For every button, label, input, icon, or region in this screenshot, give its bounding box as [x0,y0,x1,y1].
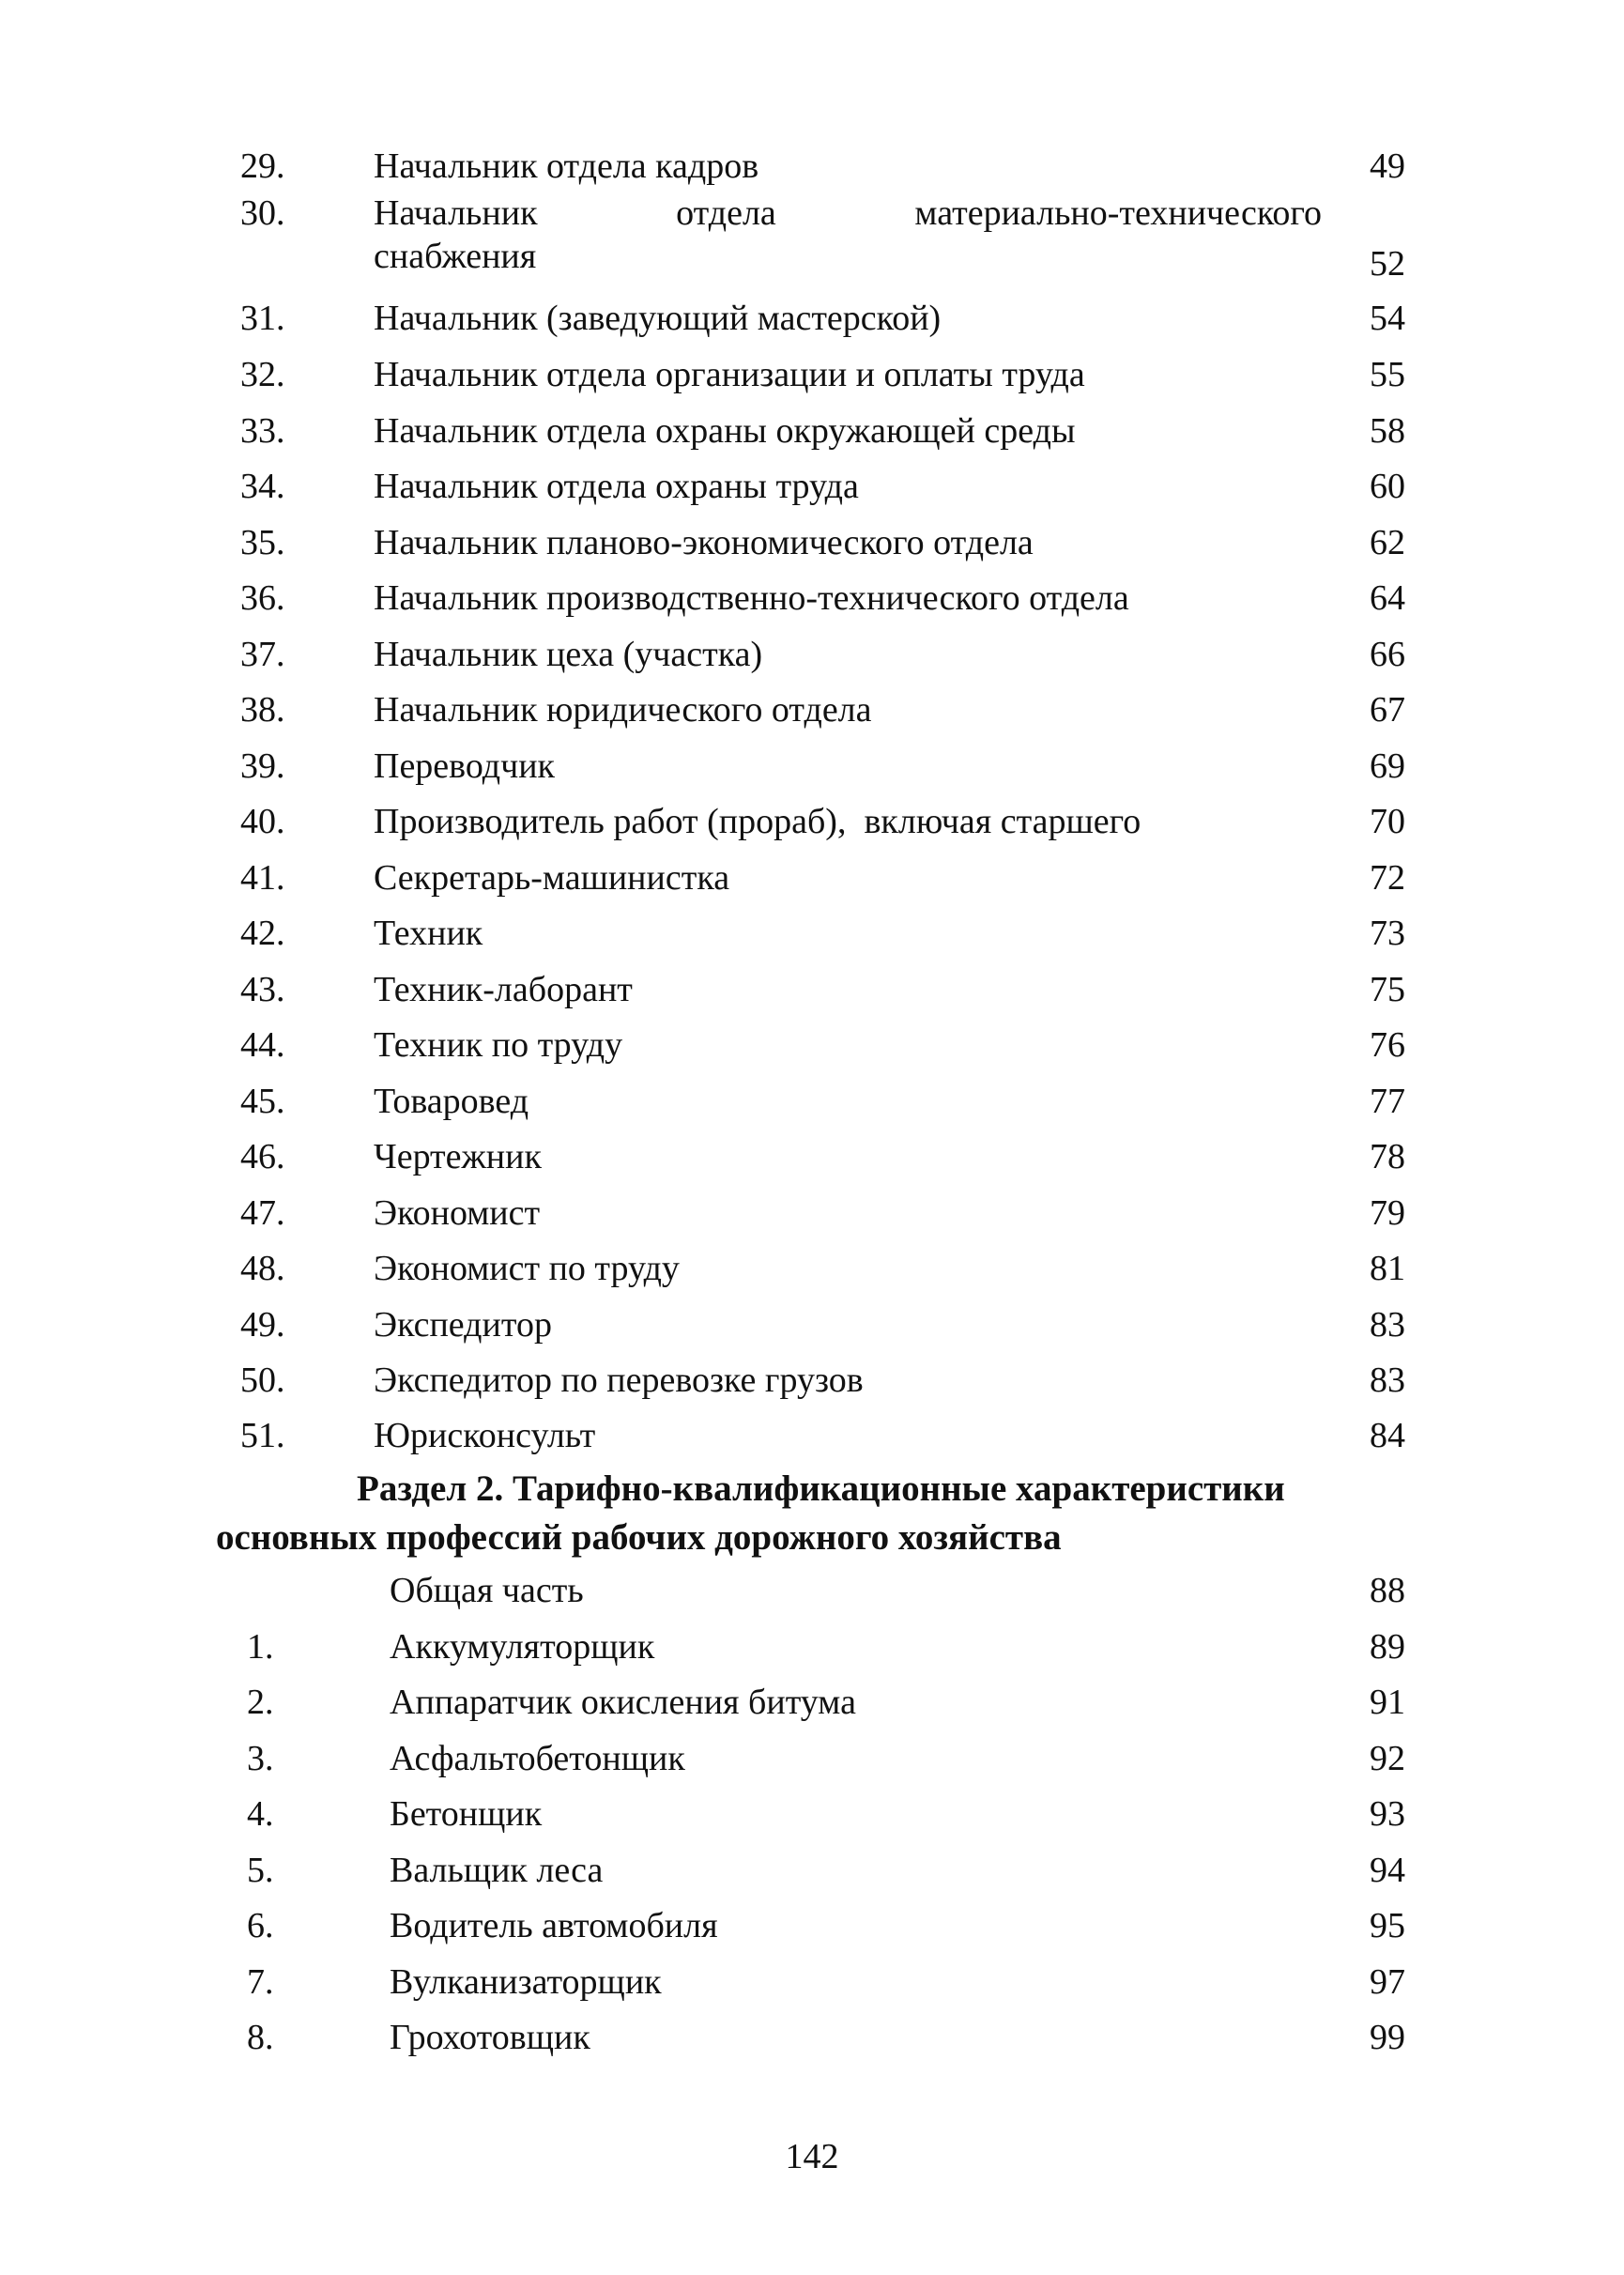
toc-entry-page: 97 [1370,1962,1405,2002]
toc-entry-title: Секретарь-машинистка [374,858,730,898]
toc-entry-s2-4 [0,1787,1624,1841]
toc-entry-35 [0,515,1624,570]
toc-entry-title: Начальник отдела охраны окружающей среды [374,411,1076,451]
toc-entry-title-word: Начальник [374,193,538,233]
toc-entry-s2-5 [0,1843,1624,1898]
toc-entry-title-continuation: снабжения [374,237,537,276]
toc-entry-title: Водитель автомобиля [390,1906,718,1945]
toc-entry-number: 45. [240,1082,285,1121]
toc-entry-42 [0,906,1624,961]
toc-entry-number: 37. [240,635,285,674]
toc-entry-page: 49 [1370,146,1405,186]
toc-entry-page: 88 [1370,1571,1405,1610]
toc-entry-number: 47. [240,1193,285,1233]
toc-entry-39 [0,739,1624,793]
toc-entry-number: 39. [240,746,285,786]
toc-entry-page: 70 [1370,802,1405,841]
toc-entry-title: Вулканизаторщик [390,1962,662,2002]
toc-entry-title: Асфальтобетонщик [390,1739,685,1778]
toc-entry-46 [0,1130,1624,1184]
toc-entry-page: 99 [1370,2018,1405,2057]
toc-entry-number: 44. [240,1025,285,1065]
toc-entry-43 [0,962,1624,1017]
toc-entry-page: 67 [1370,690,1405,730]
toc-entry-number: 7. [247,1962,274,2002]
toc-entry-number: 33. [240,411,285,451]
toc-entry-page: 94 [1370,1851,1405,1890]
toc-entry-title: Техник-лаборант [374,970,633,1009]
toc-entry-number: 51. [240,1416,285,1455]
toc-entry-title: Экономист [374,1193,541,1233]
toc-entry-s2-3 [0,1731,1624,1786]
toc-entry-number: 48. [240,1249,285,1288]
toc-entry-page: 77 [1370,1082,1405,1121]
toc-entry-title-word: материально-технического [914,193,1322,233]
toc-entry-title: Начальник производственно-технического отдела [374,578,1129,618]
toc-entry-title: Техник по труду [374,1025,623,1065]
toc-entry-title: Начальник планово-экономического отдела [374,523,1034,562]
toc-entry-number: 38. [240,690,285,730]
toc-entry-40 [0,794,1624,849]
toc-entry-title: Начальник цеха (участка) [374,635,763,674]
toc-entry-number: 50. [240,1360,285,1400]
toc-entry-s2-1 [0,1620,1624,1674]
toc-entry-title: Аппаратчик окисления битума [390,1683,856,1722]
section-heading-line-1: Раздел 2. Тарифно-квалификационные характеристики [357,1468,1285,1509]
toc-entry-page: 55 [1370,355,1405,394]
toc-entry-page: 83 [1370,1360,1405,1400]
toc-entry-page: 89 [1370,1627,1405,1667]
toc-entry-number: 30. [240,193,285,233]
toc-entry-page: 52 [1370,244,1405,284]
toc-entry-number: 41. [240,858,285,898]
toc-entry-number: 40. [240,802,285,841]
toc-entry-page: 83 [1370,1305,1405,1345]
toc-entry-37 [0,627,1624,682]
toc-entry-number: 6. [247,1906,274,1945]
toc-entry-number: 32. [240,355,285,394]
toc-entry-number: 1. [247,1627,274,1667]
toc-entry-number: 8. [247,2018,274,2057]
toc-entry-page: 62 [1370,523,1405,562]
toc-entry-45 [0,1074,1624,1129]
toc-entry-34 [0,459,1624,514]
toc-entry-title: Начальник отдела охраны труда [374,467,859,506]
toc-entry-title: Начальник юридического отдела [374,690,872,730]
toc-entry-44 [0,1018,1624,1072]
toc-entry-number: 42. [240,914,285,953]
toc-entry-number: 2. [247,1683,274,1722]
toc-entry-51 [0,1408,1624,1463]
toc-entry-page: 78 [1370,1137,1405,1176]
toc-entry-title: Начальник отдела кадров [374,146,759,186]
toc-entry-title: Юрисконсульт [374,1416,596,1455]
toc-entry-page: 60 [1370,467,1405,506]
toc-entry-page: 92 [1370,1739,1405,1778]
toc-entry-38 [0,683,1624,737]
toc-entry-number: 43. [240,970,285,1009]
toc-entry-title: Чертежник [374,1137,542,1176]
toc-entry-title: Бетонщик [390,1794,543,1834]
toc-entry-number: 34. [240,467,285,506]
toc-entry-41 [0,851,1624,905]
toc-entry-30 [0,186,1624,289]
toc-entry-page: 84 [1370,1416,1405,1455]
toc-entry-page: 93 [1370,1794,1405,1834]
toc-entry-page: 91 [1370,1683,1405,1722]
toc-entry-number: 4. [247,1794,274,1834]
toc-entry-number: 5. [247,1851,274,1890]
toc-entry-36 [0,571,1624,625]
toc-entry-general-part [0,1563,1624,1618]
toc-entry-title: Экспедитор [374,1305,552,1345]
toc-entry-48 [0,1241,1624,1296]
toc-entry-31 [0,291,1624,346]
toc-entry-number: 46. [240,1137,285,1176]
toc-entry-number: 3. [247,1739,274,1778]
toc-entry-title-word: отдела [676,193,776,233]
toc-entry-page: 64 [1370,578,1405,618]
toc-entry-title: Начальник (заведующий мастерской) [374,299,942,338]
toc-entry-number: 29. [240,146,285,186]
toc-entry-s2-2 [0,1675,1624,1729]
toc-entry-page: 73 [1370,914,1405,953]
toc-entry-title: Товаровед [374,1082,529,1121]
toc-entry-page: 75 [1370,970,1405,1009]
toc-entry-page: 66 [1370,635,1405,674]
toc-entry-page: 54 [1370,299,1405,338]
toc-entry-title: Грохотовщик [390,2018,590,2057]
toc-entry-s2-6 [0,1898,1624,1953]
toc-entry-page: 76 [1370,1025,1405,1065]
toc-entry-number: 35. [240,523,285,562]
toc-entry-s2-7 [0,1955,1624,2009]
toc-entry-title: Начальник отдела организации и оплаты труда [374,355,1085,394]
toc-entry-title: Производитель работ (прораб), включая старшего [374,802,1141,841]
toc-entry-number: 49. [240,1305,285,1345]
toc-entry-page: 58 [1370,411,1405,451]
toc-entry-title: Техник [374,914,483,953]
toc-entry-number: 31. [240,299,285,338]
section-heading-line-2: основных профессий рабочих дорожного хозяйства [216,1517,1062,1558]
toc-entry-title: Экономист по труду [374,1249,680,1288]
toc-entry-page: 79 [1370,1193,1405,1233]
toc-entry-title: Вальщик леса [390,1851,604,1890]
toc-entry-32 [0,347,1624,402]
toc-entry-number: 36. [240,578,285,618]
toc-entry-page: 95 [1370,1906,1405,1945]
toc-entry-47 [0,1186,1624,1240]
page-number: 142 [785,2137,839,2176]
toc-entry-page: 72 [1370,858,1405,898]
toc-entry-title: Экспедитор по перевозке грузов [374,1360,864,1400]
toc-entry-page: 81 [1370,1249,1405,1288]
toc-entry-title: Аккумуляторщик [390,1627,655,1667]
toc-entry-33 [0,404,1624,458]
toc-entry-title: Переводчик [374,746,556,786]
toc-entry-title: Общая часть [390,1571,584,1610]
toc-entry-s2-8 [0,2010,1624,2065]
toc-entry-page: 69 [1370,746,1405,786]
toc-entry-49 [0,1298,1624,1352]
toc-entry-50 [0,1353,1624,1407]
